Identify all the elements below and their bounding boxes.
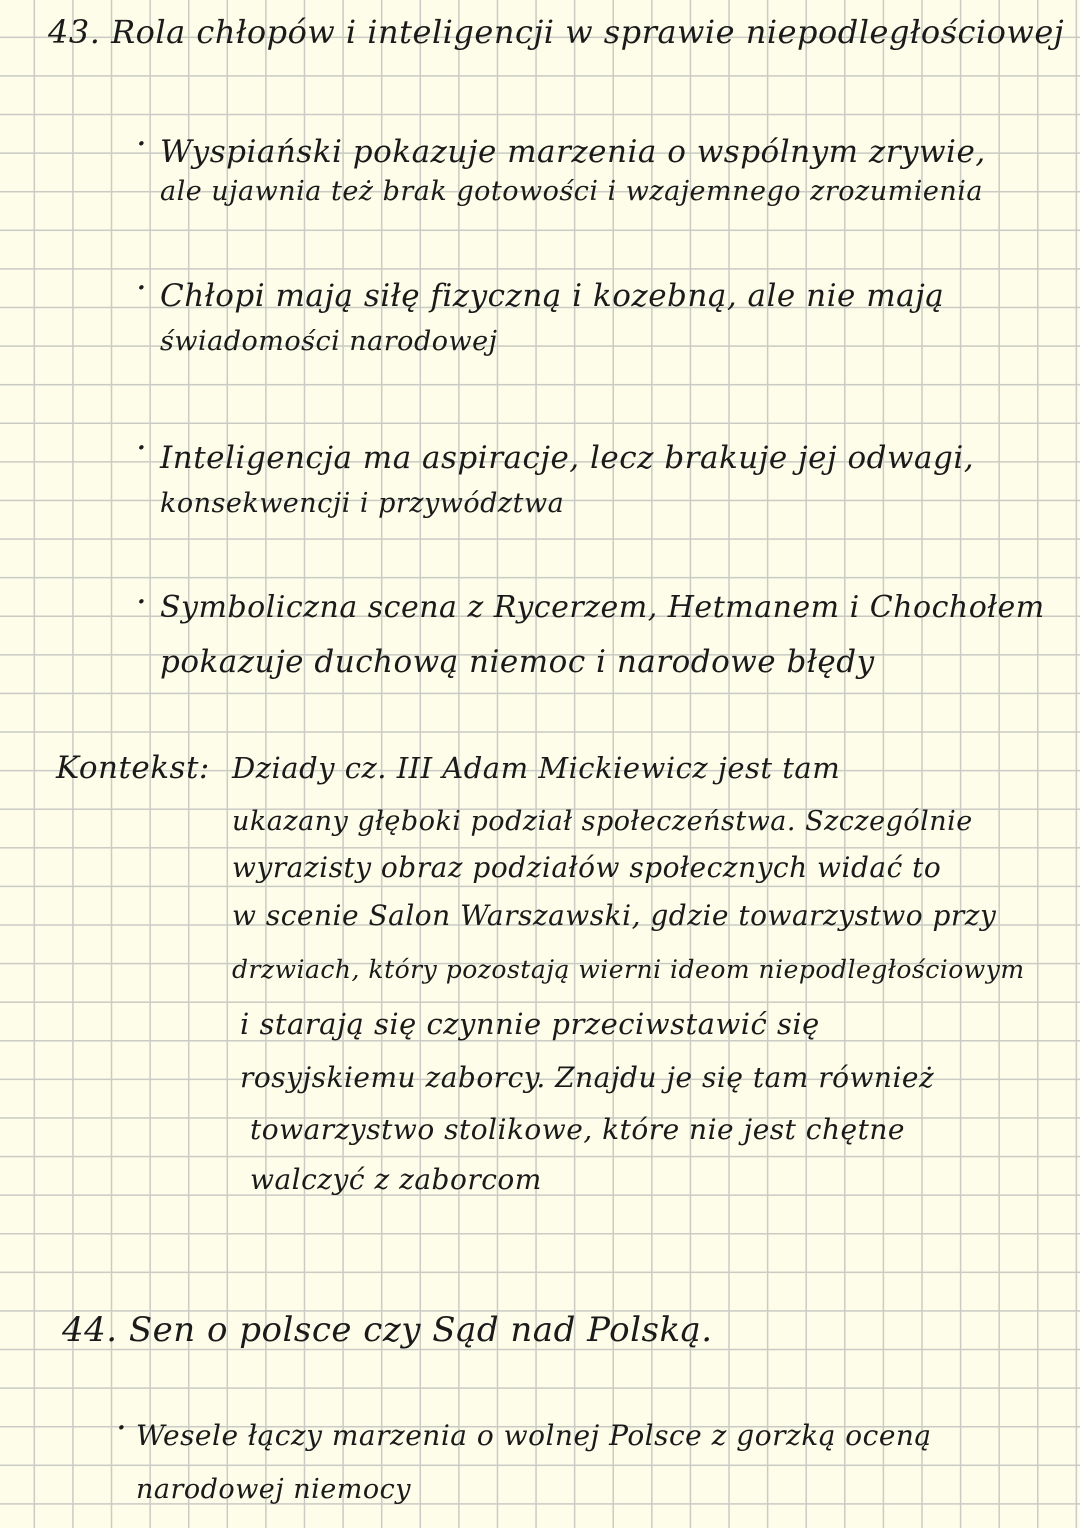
bullet-4-line-2: pokazuje duchową niemoc i narodowe błędy	[160, 644, 875, 680]
bullet-dot: ·	[136, 582, 147, 622]
context-line-1: Dziady cz. III Adam Mickiewicz jest tam	[232, 751, 841, 785]
context-line-2: ukazany głęboki podział społeczeństwa. Szczególnie	[232, 806, 973, 837]
bullet-dot: ·	[136, 124, 147, 164]
context-line-3: wyrazisty obraz podziałów społecznych widać to	[232, 851, 942, 884]
bullet-4-line-1: Symboliczna scena z Rycerzem, Hetmanem i Chochołem	[160, 590, 1045, 625]
context-label: Kontekst:	[56, 750, 210, 786]
bullet-3-line-2: konsekwencji i przywództwa	[160, 488, 565, 519]
section-44-bullet-1-line-1: Wesele łączy marzenia o wolnej Polsce z gorzką oceną	[136, 1419, 932, 1452]
bullet-dot: ·	[116, 1408, 127, 1448]
context-line-5: drzwiach, który pozostają wierni ideom niepodległościowym	[232, 955, 1025, 984]
section-44-heading: 44. Sen o polsce czy Sąd nad Polską.	[62, 1310, 713, 1350]
context-line-4: w scenie Salon Warszawski, gdzie towarzystwo przy	[232, 899, 997, 932]
bullet-3-line-1: Inteligencja ma aspiracje, lecz brakuje jej odwagi,	[160, 440, 975, 476]
section-43-heading: 43. Rola chłopów i inteligencji w sprawie niepodległościowej	[48, 13, 1065, 51]
bullet-dot: ·	[136, 428, 147, 468]
context-line-8: towarzystwo stolikowe, które nie jest chętne	[250, 1113, 905, 1146]
bullet-dot: ·	[136, 268, 147, 308]
context-line-7: rosyjskiemu zaborcy. Znajdu je się tam również	[240, 1061, 935, 1094]
context-line-9: walczyć z zaborcom	[250, 1163, 542, 1196]
bullet-2-line-1: Chłopi mają siłę fizyczną i kozebną, ale nie mają	[160, 278, 945, 314]
bullet-1-line-2: ale ujawnia też brak gotowości i wzajemnego zrozumienia	[160, 176, 983, 207]
bullet-1-line-1: Wyspiański pokazuje marzenia o wspólnym zrywie,	[160, 134, 986, 170]
bullet-2-line-2: świadomości narodowej	[160, 326, 498, 357]
section-44-bullet-1-line-2: narodowej niemocy	[136, 1474, 411, 1505]
context-line-6: i starają się czynnie przeciwstawić się	[240, 1007, 820, 1041]
